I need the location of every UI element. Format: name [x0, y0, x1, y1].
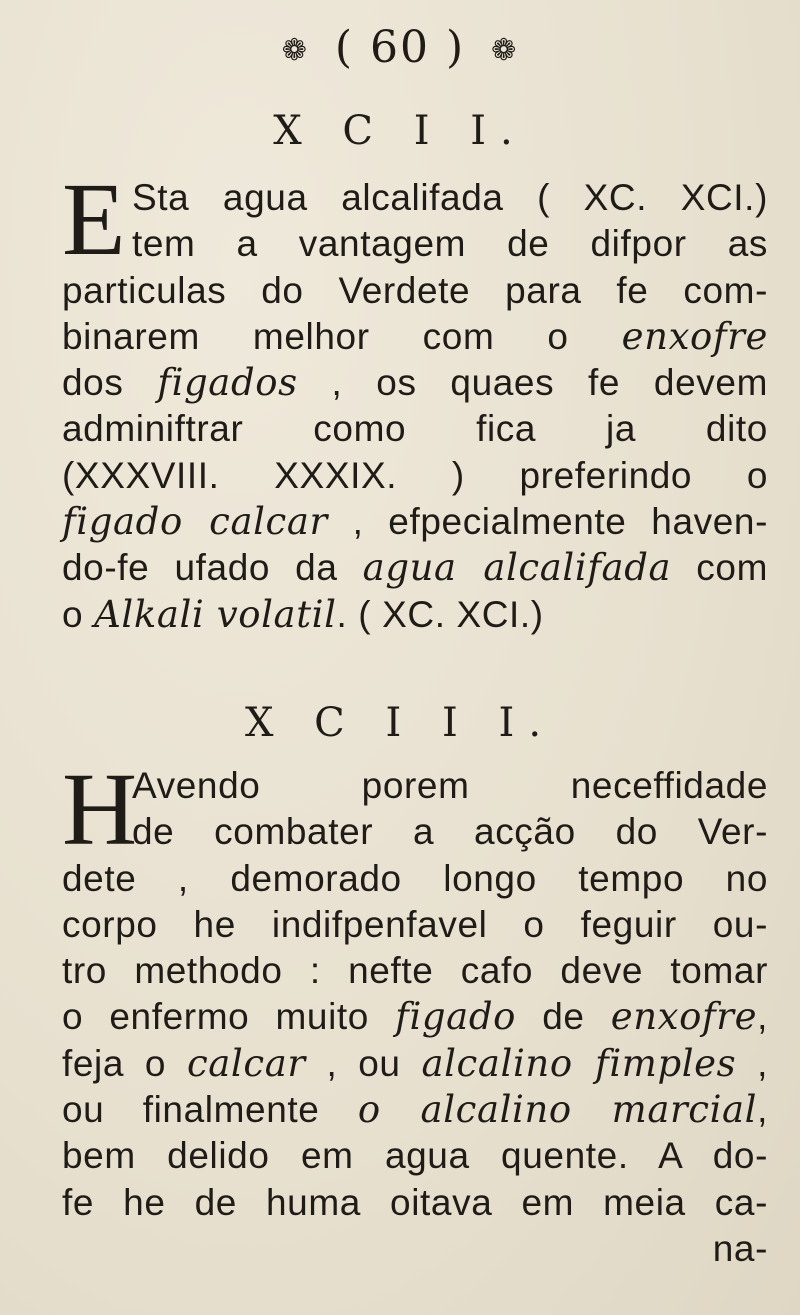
text-line: bem delido em agua quente. A do- — [62, 1135, 768, 1177]
section-title-xciii: X C I I I. — [244, 700, 556, 746]
text-line: dos figados , os quaes fe devem — [62, 361, 768, 405]
text-line: adminiftrar como fica ja dito — [62, 408, 768, 450]
text-line: fe he de huma oitava em meia ca- — [62, 1181, 768, 1223]
text-line: figado calcar , efpecialmente haven- — [62, 500, 768, 544]
text-line: tem a vantagem de difpor as — [132, 223, 768, 265]
text-line: (XXXVIII. XXXIX. ) preferindo o — [62, 454, 768, 496]
section-title-xcii: X C I I. — [273, 108, 527, 154]
text-line: dete , demorado longo tempo no — [62, 857, 768, 899]
right-ornament-icon: ❁ — [491, 33, 519, 68]
text-line: ou finalmente o alcalino marcial, — [62, 1088, 769, 1132]
text-line: tro methodo : nefte cafo deve tomar — [62, 950, 768, 992]
catchword: na- — [712, 1227, 768, 1269]
drop-cap: E — [62, 162, 126, 277]
text-line: Avendo porem neceffidade — [132, 765, 768, 806]
text-line: do-fe ufado da agua alcalifada com — [62, 546, 768, 590]
text-line: feja o calcar , ou alcalino fimples , — [62, 1041, 769, 1085]
drop-cap: H — [62, 752, 138, 867]
text-line: o Alkali volatil. ( XC. XCI.) — [62, 592, 544, 636]
left-ornament-icon: ❁ — [281, 33, 309, 68]
page-number: ( 60 ) — [334, 22, 466, 73]
text-line: corpo he indifpenfavel o feguir ou- — [62, 903, 768, 945]
text-line: de combater a acção do Ver- — [132, 811, 768, 853]
text-line: particulas do Verdete para fe com- — [62, 269, 768, 311]
text-line: binarem melhor com o enxofre — [62, 314, 768, 358]
page-header — [0, 22, 800, 73]
paragraph-xcii — [62, 175, 768, 638]
text-line: o enfermo muito figado de enxofre, — [62, 995, 768, 1039]
paragraph-xciii — [62, 763, 768, 1272]
text-line: Sta agua alcalifada ( XC. XCI.) — [132, 177, 768, 218]
